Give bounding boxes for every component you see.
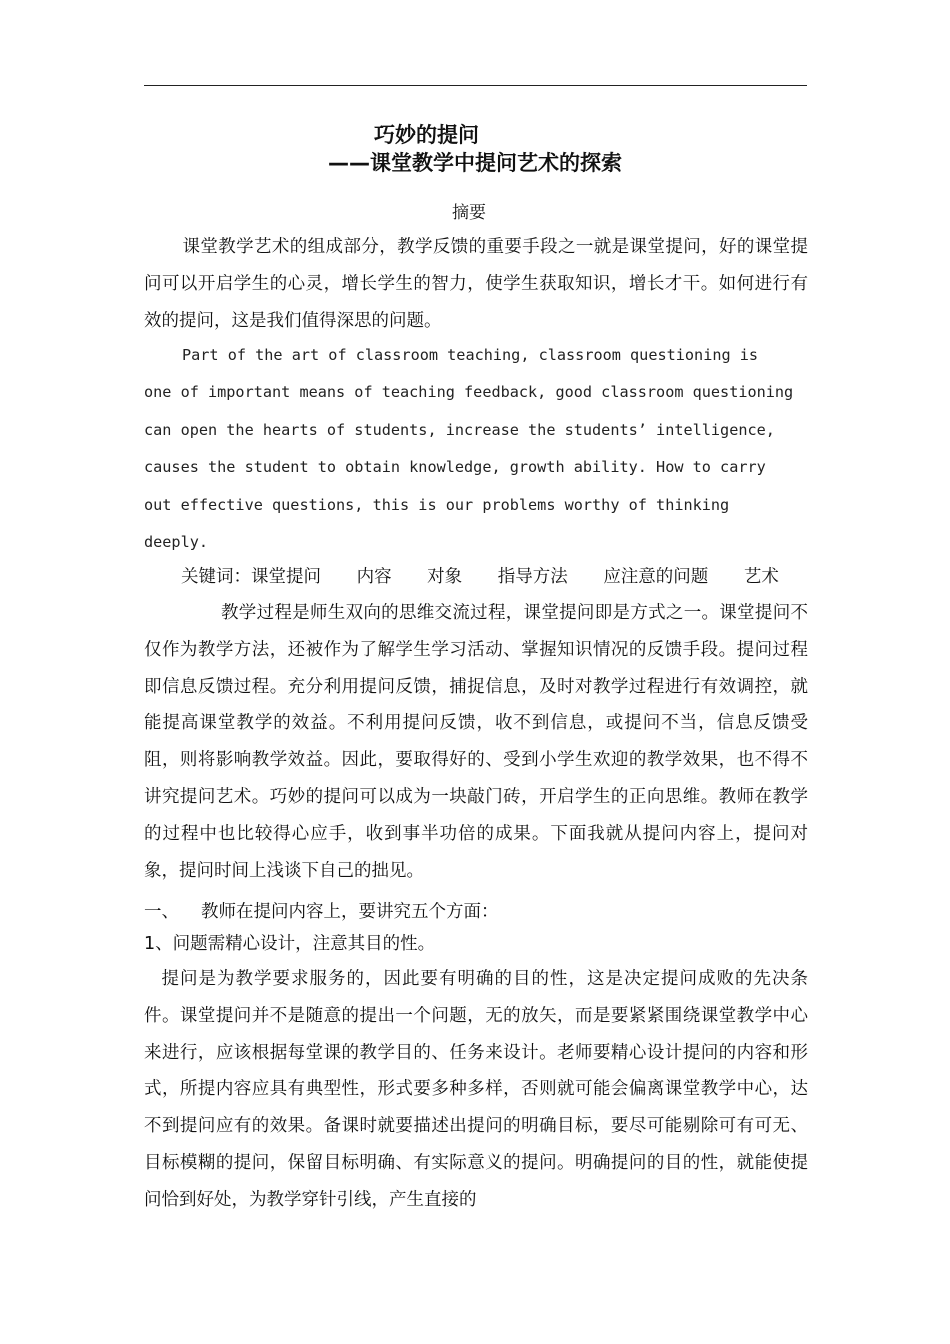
section-number: 一、 — [144, 902, 179, 922]
subsection-heading: 1、问题需精心设计，注意其目的性。 — [144, 934, 436, 954]
keywords-label: 关键词： — [181, 567, 251, 587]
keyword: 艺术 — [743, 567, 779, 587]
abstract-chinese: 课堂教学艺术的组成部分，教学反馈的重要手段之一就是课堂提问，好的课堂提问可以开启学生的心灵，增长学生的智力，使学生获取知识，增长才干。如何进行有效的提问，这是我们值得深思的问题。 — [144, 237, 808, 331]
keyword: 应注意的问题 — [603, 567, 709, 587]
keyword: 内容 — [356, 567, 392, 587]
keyword: 对象 — [427, 567, 463, 587]
abstract-heading: 摘要 — [452, 203, 486, 223]
section-heading — [144, 894, 499, 930]
abstract-english: Part of the art of classroom teaching, classroom questioning is one of important means of teaching feedback, good classroom questioning can open the hearts of students, increase the students’ intelligence, causes the student to obtain knowledge, growth ability. How to carry out effective questions, this is our problems worthy of thinking deeply. — [144, 346, 794, 552]
subsection-body: 提问是为教学要求服务的，因此要有明确的目的性，这是决定提问成败的先决条件。课堂提问并不是随意的提出一个问题，无的放矢，而是要紧紧围绕课堂教学中心来进行，应该根据每堂课的教学目的、任务来设计。老师要精心设计提问的内容和形式，所提内容应具有典型性，形式要多种多样，否则就可能会偏离课堂教学中心，达不到提问应有的效果。备课时就要描述出提问的明确目标，要尽可能剔除可有可无、目标模糊的提问，保留目标明确、有实际意义的提问。明确提问的目的性，就能使提问恰到好处，为教学穿针引线，产生直接的 — [144, 969, 808, 1210]
header-rule — [144, 85, 807, 86]
keyword: 指导方法 — [497, 567, 568, 587]
section-title: 教师在提问内容上，要讲究五个方面： — [201, 902, 499, 922]
document-title: 巧妙的提问 — [374, 123, 479, 147]
intro-paragraph: 教学过程是师生双向的思维交流过程，课堂提问即是方式之一。课堂提问不仅作为教学方法，还被作为了解学生学习活动、掌握知识情况的反馈手段。提问过程即信息反馈过程。充分利用提问反馈，捕捉信息，及时对教学过程进行有效调控，就能提高课堂教学的效益。不利用提问反馈，收不到信息，或提问不当，信息反馈受阻，则将影响教学效益。因此，要取得好的、受到小学生欢迎的教学效果，也不得不讲究提问艺术。巧妙的提问可以成为一块敲门砖，开启学生的正向思维。教师在教学的过程中也比较得心应手，收到事半功倍的成果。下面我就从提问内容上，提问对象，提问时间上浅谈下自己的拙见。 — [144, 603, 808, 881]
keywords-line — [181, 559, 779, 595]
keyword: 课堂提问 — [251, 567, 321, 587]
document-subtitle: ——课堂教学中提问艺术的探索 — [328, 151, 622, 175]
